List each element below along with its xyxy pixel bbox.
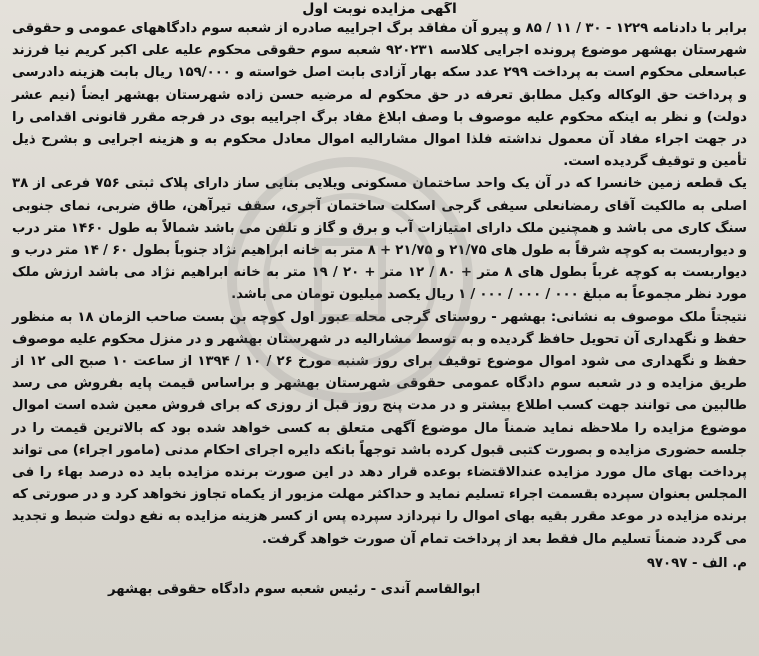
reference-code: م. الف - ۹۷۰۹۷ xyxy=(646,555,747,571)
signature-line: ابوالقاسم آندی - رئیس شعبه سوم دادگاه حقوقی بهشهر xyxy=(108,581,481,597)
paragraph-auction-terms: نتیجتاً ملک موصوف به نشانی: بهشهر - روستای گرجی محله عبور اول کوچه بن بست صاحب الزمان ۱۸ به منظور حفظ و نگهداری آن تحویل حافظ گردیده و به توسط مشارالیه در شهرستان بهشهر و در منزل محکوم علیه موصوف حفظ و نگهداری می شود اموال موضوع توقیف برای روز شنبه مورخ ۲۶ / ۱۰ / ۱۳۹۴ از ساعت ۱۰ صبح الی ۱۲ از طریق مزایده و در شعبه سوم دادگاه عمومی حقوقی شهرستان بهشهر و براساس قیمت پایه بفروش می رسد طالبین می توانند جهت کسب اطلاع بیشتر و در مدت پنج روز قبل از روزی که برای فروش معین شده است اموال موضوع مزایده را ملاحظه نماید ضمناً مال موضوع آگهی متعلق به کسی خواهد شده بود که بالاترین قیمت را در جلسه حضوری مزایده و بصورت کتبی قبول کرده باشد توجهاً بانکه دایره اجرای احکام مدنی (مامور اجراء) می تواند پرداخت بهای مال مورد مزایده عندالاقتضاء بوعده قرار دهد در این صورت برنده مزایده باید ده درصد بهاء را فی المجلس بعنوان سپرده بقسمت اجراء تسلیم نماید و حداکثر مهلت مزبور از یکماه تجاوز نخواهد کرد و در صورتی که برنده مزایده در موعد مقرر بقیه بهای اموال را نپردازد سپرده پس از کسر هزینه مزایده به نفع دولت ضبط و تجدید می گردد ضمناً تسلیم مال فقط بعد از پرداخت تمام آن صورت خواهد گرفت. xyxy=(12,309,748,547)
paragraph-judgment: برابر با دادنامه ۱۲۲۹ - ۳۰ / ۱۱ / ۸۵ و پیرو آن مفاقد برگ اجراییه صادره از شعبه سوم دادگاههای عمومی و حقوقی شهرستان بهشهر موضوع پرونده اجرایی کلاسه ۹۲۰۲۳۱ شعبه سوم حقوقی محکوم علیه علی اکبر کریم نیا فرزند عباسعلی محکوم است به پرداخت ۲۹۹ عدد سکه بهار آزادی بابت اصل خواسته و ۱۵۹/۰۰۰ ریال بابت هزینه دادرسی و پرداخت حق الوکاله وکیل مطابق تعرفه در حق محکوم له مرضیه حسن زاده شهرستان بهشهر ایضاً (نیم عشر دولت) و نظر به اینکه محکوم علیه موصوف با وصف ابلاغ مفاد برگ اجراییه بوی در فرجه مقرر قانونی اقدامی را در جهت اجراء مفاد آن معمول نداشته فلذا اموال مشارالیه اموال معادل محکوم به و هزینه اجرایی و بشرح ذیل تأمین و توقیف گردیده است. xyxy=(12,21,748,170)
paragraph-property: یک قطعه زمین خانسرا که در آن یک واحد ساختمان مسکونی ویلایی بنایی ساز دارای پلاک ثبتی ۷۵۶ فرعی از ۳۸ اصلی به مالکیت آقای رمضانعلی سیفی گرجی اسکلت ساختمان آجری، سقف تیرآهن، طاق ضربی، نمای جنوبی سنگ کاری می باشد و همچنین ملک دارای امتیازات آب و برق و گاز و تلفن می باشد شمالاً به طول ۱۴۶۰ متر درب و دیواربست به کوچه شرقاً به طول های ۲۱/۷۵ و ۲۱/۷۵ + ۸ متر به خانه ابراهیم نژاد جنوباً بطول ۶۰ / ۱۴ متر درب و دیواربست به کوچه غرباً بطول های ۸ متر + ۸۰ / ۱۲ متر + ۲۰ / ۱۹ متر به خانه ابراهیم نژاد می باشد ارزش ملک مورد نظر مجموعاً به مبلغ ۰۰۰ / ۰۰۰ / ۰۰۰ / ۱ ریال یکصد میلیون تومان می باشد. xyxy=(12,176,748,303)
document-body xyxy=(12,18,747,551)
document-title: آگهی مزایده نوبت اول xyxy=(302,2,457,16)
